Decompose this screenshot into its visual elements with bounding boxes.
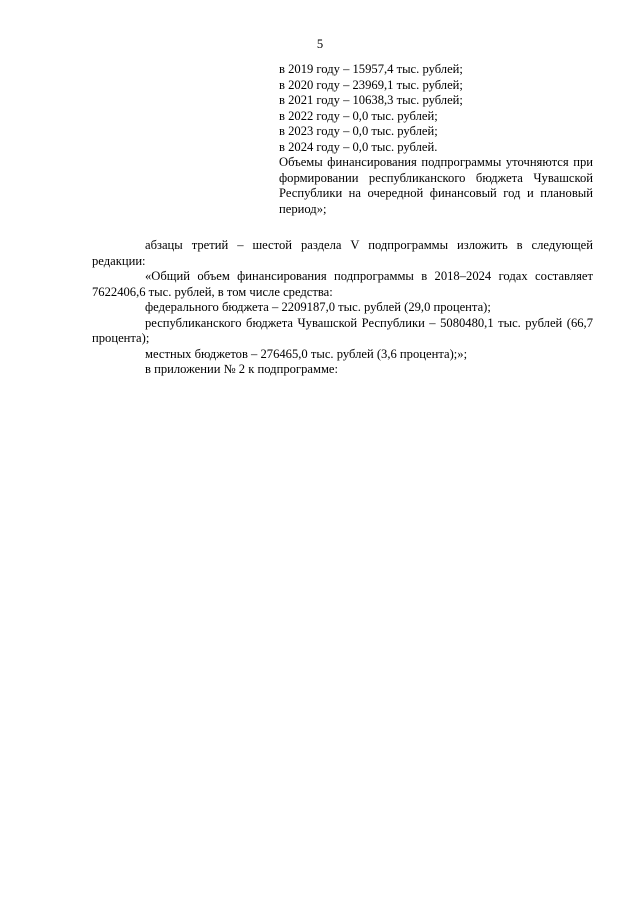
funding-year-2021: в 2021 году – 10638,3 тыс. рублей; bbox=[279, 93, 463, 107]
funding-year-2019: в 2019 году – 15957,4 тыс. рублей; bbox=[279, 62, 463, 76]
amendment-instruction: абзацы третий – шестой раздела V подпрограммы изложить в следующей редакции: bbox=[92, 238, 593, 268]
page-number: 5 bbox=[316, 37, 324, 51]
republican-budget-paragraph: республиканского бюджета Чувашской Республики – 5080480,1 тыс. рублей (66,7 процента); bbox=[92, 315, 593, 345]
amendment-text bbox=[92, 238, 593, 378]
funding-year-2024: в 2024 году – 0,0 тыс. рублей. bbox=[279, 139, 438, 154]
funding-year-2022: в 2022 году – 0,0 тыс. рублей; bbox=[279, 108, 438, 123]
appendix-reference: в приложении № 2 к подпрограмме: bbox=[145, 362, 339, 376]
funding-clarification-note: Объемы финансирования подпрограммы уточняются при формировании республиканского бюджета Чувашской Республики на очередной финансовый год и плановый период»; bbox=[279, 155, 593, 216]
funding-year-2020: в 2020 году – 23969,1 тыс. рублей; bbox=[279, 77, 463, 92]
federal-budget-paragraph: федерального бюджета – 2209187,0 тыс. рублей (29,0 процента); bbox=[145, 300, 491, 314]
funding-year-2023: в 2023 году – 0,0 тыс. рублей; bbox=[279, 124, 438, 138]
total-funding-paragraph: «Общий объем финансирования подпрограммы в 2018–2024 годах составляет 7622406,6 тыс. рублей, в том числе средства: bbox=[92, 269, 593, 299]
funding-by-year-block bbox=[279, 62, 593, 217]
local-budget-paragraph: местных бюджетов – 276465,0 тыс. рублей (3,6 процента);»; bbox=[145, 346, 468, 361]
